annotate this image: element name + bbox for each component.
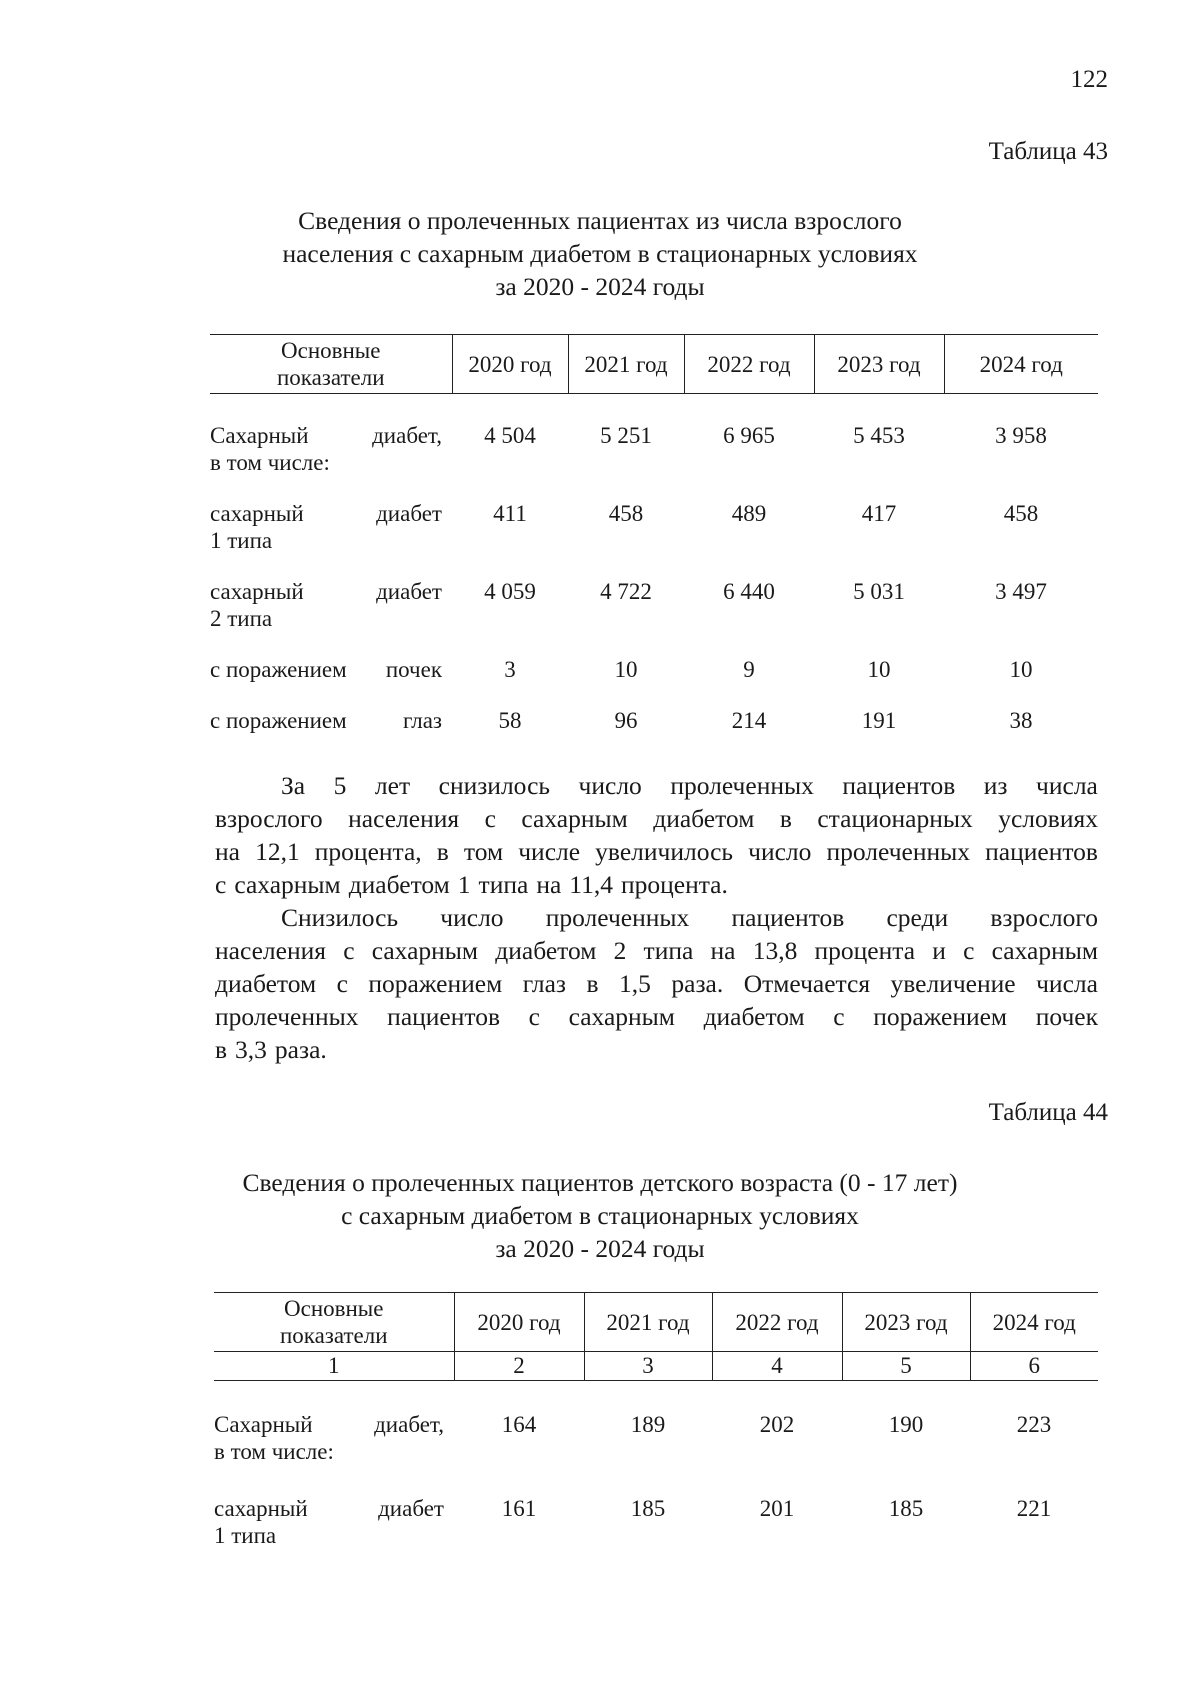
- word: числа: [1036, 771, 1098, 800]
- word: с: [484, 804, 496, 833]
- row-label: сахарный диабет 2 типа: [210, 579, 442, 631]
- table-cell: 9: [743, 657, 755, 682]
- table-row: [214, 1465, 1098, 1549]
- word: 1: [457, 870, 471, 899]
- word: населения: [348, 804, 460, 833]
- word: населения: [215, 936, 326, 965]
- table-cell: 10: [867, 657, 891, 682]
- header-indicators: Основные показатели: [279, 1296, 388, 1348]
- word: почек: [1035, 1002, 1098, 1031]
- word: в: [779, 804, 792, 833]
- word: на: [710, 936, 736, 965]
- word: пролеченных: [670, 771, 814, 800]
- title-line: за 2020 - 2024 годы: [495, 1234, 705, 1263]
- word: числа: [1036, 969, 1098, 998]
- word: с: [963, 936, 975, 965]
- header-year: 2022 год: [684, 335, 814, 394]
- word: типа: [478, 870, 529, 899]
- word: взрослого: [990, 903, 1098, 932]
- table-header-row: [214, 1293, 1098, 1352]
- word: диабетом: [495, 936, 597, 965]
- paragraph-line: [215, 1033, 1098, 1066]
- table-cell: 202: [759, 1412, 795, 1437]
- word: сахарным: [371, 936, 479, 965]
- word: 1,5: [619, 969, 651, 998]
- word: диабетом: [653, 804, 755, 833]
- paragraph-1: [215, 769, 1098, 901]
- word: из: [983, 771, 1008, 800]
- header-year: 2024 год: [944, 335, 1098, 394]
- word: с: [215, 870, 227, 899]
- table-cell: 3 497: [995, 579, 1047, 604]
- word: пролеченных: [826, 837, 971, 866]
- paragraph-line: [215, 934, 1098, 967]
- paragraph-line: [215, 769, 1098, 802]
- table-row: [210, 476, 1098, 554]
- table-cell: 185: [888, 1496, 924, 1521]
- paragraph-line: [215, 868, 1098, 901]
- word: сахарным: [991, 936, 1098, 965]
- word: процента: [814, 936, 916, 965]
- table-cell: 6 440: [723, 579, 775, 604]
- word: на: [215, 837, 240, 866]
- paragraph-line: [215, 901, 1098, 934]
- table-cell: 96: [614, 708, 638, 733]
- row-label: Сахарный диабет, в том числе:: [214, 1412, 444, 1464]
- table-row: [210, 632, 1098, 683]
- word: стационарных: [817, 804, 973, 833]
- table-cell: 185: [630, 1496, 666, 1521]
- word: диабетом: [348, 870, 450, 899]
- table-row: [214, 1381, 1098, 1466]
- paragraph-line: [215, 1000, 1098, 1033]
- title-line: Сведения о пролеченных пациентов детского возраста (0 - 17 лет): [242, 1168, 958, 1197]
- table-header-row: [210, 335, 1098, 394]
- table-cell: 10: [1009, 657, 1033, 682]
- table-cell: 38: [1009, 708, 1033, 733]
- word: 5: [333, 771, 347, 800]
- word: сахарным: [521, 804, 628, 833]
- row-label: Сахарный диабет, в том числе:: [210, 423, 442, 475]
- word: пациентов: [842, 771, 956, 800]
- table-cell: 458: [1003, 501, 1039, 526]
- header-year: 2021 год: [584, 1293, 712, 1352]
- word: в: [586, 969, 599, 998]
- header-year: 2022 год: [712, 1293, 842, 1352]
- word: на: [536, 870, 562, 899]
- column-number-row: [214, 1352, 1098, 1381]
- column-number: 2: [454, 1352, 584, 1381]
- word: раза.: [671, 969, 724, 998]
- row-label: сахарный диабет 1 типа: [210, 501, 442, 553]
- table-43-title: [0, 204, 1200, 303]
- word: условиях: [998, 804, 1098, 833]
- table-cell: 417: [861, 501, 897, 526]
- word: числе: [518, 837, 581, 866]
- word: типа: [643, 936, 694, 965]
- table-cell: 4 059: [484, 579, 536, 604]
- word: За: [281, 771, 306, 800]
- word: взрослого: [215, 804, 323, 833]
- word: глаз: [522, 969, 566, 998]
- table-cell: 161: [501, 1496, 537, 1521]
- word: том: [463, 837, 504, 866]
- word: пролеченных: [215, 1002, 359, 1031]
- header-year: 2020 год: [452, 335, 568, 394]
- word: в: [215, 1035, 228, 1064]
- table-44: [214, 1292, 1098, 1549]
- word: 13,8: [752, 936, 798, 965]
- word: с: [343, 936, 355, 965]
- word: увеличилось: [595, 837, 734, 866]
- title-line: за 2020 - 2024 годы: [495, 272, 705, 301]
- title-line: с сахарным диабетом в стационарных условиях: [341, 1201, 859, 1230]
- header-year: 2023 год: [814, 335, 944, 394]
- table-row: [210, 683, 1098, 734]
- row-label: с поражением почек: [210, 657, 442, 682]
- table-cell: 201: [759, 1496, 795, 1521]
- word: увеличение: [890, 969, 1016, 998]
- word: процента,: [314, 837, 422, 866]
- paragraph-2: [215, 901, 1098, 1066]
- word: число: [578, 771, 642, 800]
- word: с: [528, 1002, 540, 1031]
- word: поражением: [368, 969, 503, 998]
- table-cell: 5 031: [853, 579, 905, 604]
- table-43: [210, 334, 1098, 734]
- table-cell: 411: [493, 501, 527, 526]
- header-year: 2021 год: [568, 335, 684, 394]
- word: снизилось: [438, 771, 551, 800]
- table-cell: 223: [1016, 1412, 1052, 1437]
- word: диабетом: [215, 969, 317, 998]
- header-year: 2023 год: [842, 1293, 970, 1352]
- table-cell: 190: [888, 1412, 924, 1437]
- table-44-title: [0, 1166, 1200, 1265]
- word: число: [748, 837, 812, 866]
- column-number: 4: [712, 1352, 842, 1381]
- word: раза.: [274, 1035, 327, 1064]
- header-indicators: Основные показатели: [276, 338, 385, 390]
- word: Снизилось: [281, 903, 399, 932]
- word: пациентов: [985, 837, 1098, 866]
- word: сахарным: [234, 870, 341, 899]
- paragraph-line: [215, 835, 1098, 868]
- table-cell: 191: [861, 708, 897, 733]
- header-year: 2024 год: [970, 1293, 1098, 1352]
- table-cell: 6 965: [723, 423, 775, 448]
- word: пациентов: [731, 903, 845, 932]
- table-cell: 4 504: [484, 423, 536, 448]
- table-cell: 5 251: [600, 423, 652, 448]
- word: и: [932, 936, 946, 965]
- word: с: [833, 1002, 845, 1031]
- title-line: Сведения о пролеченных пациентах из числа взрослого: [298, 206, 902, 235]
- table-cell: 214: [731, 708, 767, 733]
- table-cell: 489: [731, 501, 767, 526]
- word: пациентов: [387, 1002, 500, 1031]
- word: пролеченных: [545, 903, 690, 932]
- paragraph-line: [215, 802, 1098, 835]
- word: диабетом: [703, 1002, 805, 1031]
- word: 2: [613, 936, 627, 965]
- table-cell: 3 958: [995, 423, 1047, 448]
- word: с: [336, 969, 348, 998]
- row-label: сахарный диабет 1 типа: [214, 1496, 444, 1548]
- word: 11,4: [569, 870, 613, 899]
- word: 3,3: [235, 1035, 267, 1064]
- paragraph-line: [215, 967, 1098, 1000]
- column-number: 5: [842, 1352, 970, 1381]
- table-row: [210, 554, 1098, 632]
- word: Отмечается: [743, 969, 871, 998]
- table-cell: 10: [614, 657, 638, 682]
- word: процента.: [620, 870, 728, 899]
- table-44-label: Таблица 44: [988, 1099, 1108, 1126]
- table-cell: 458: [608, 501, 644, 526]
- row-label: с поражением глаз: [210, 708, 442, 733]
- table-cell: 189: [630, 1412, 666, 1437]
- word: сахарным: [568, 1002, 675, 1031]
- table-cell: 164: [501, 1412, 537, 1437]
- table-cell: 3: [504, 657, 516, 682]
- table-cell: 5 453: [853, 423, 905, 448]
- table-cell: 58: [498, 708, 522, 733]
- table-row: [210, 394, 1098, 477]
- word: 12,1: [255, 837, 300, 866]
- column-number: 6: [970, 1352, 1098, 1381]
- word: число: [440, 903, 504, 932]
- page-number: 122: [1070, 66, 1108, 93]
- table-cell: 4 722: [600, 579, 652, 604]
- table-43-label: Таблица 43: [988, 138, 1108, 165]
- word: в: [436, 837, 449, 866]
- column-number: 1: [214, 1352, 454, 1381]
- word: среди: [886, 903, 949, 932]
- word: лет: [374, 771, 411, 800]
- column-number: 3: [584, 1352, 712, 1381]
- word: поражением: [873, 1002, 1008, 1031]
- title-line: населения с сахарным диабетом в стационарных условиях: [282, 239, 918, 268]
- header-year: 2020 год: [454, 1293, 584, 1352]
- table-cell: 221: [1016, 1496, 1052, 1521]
